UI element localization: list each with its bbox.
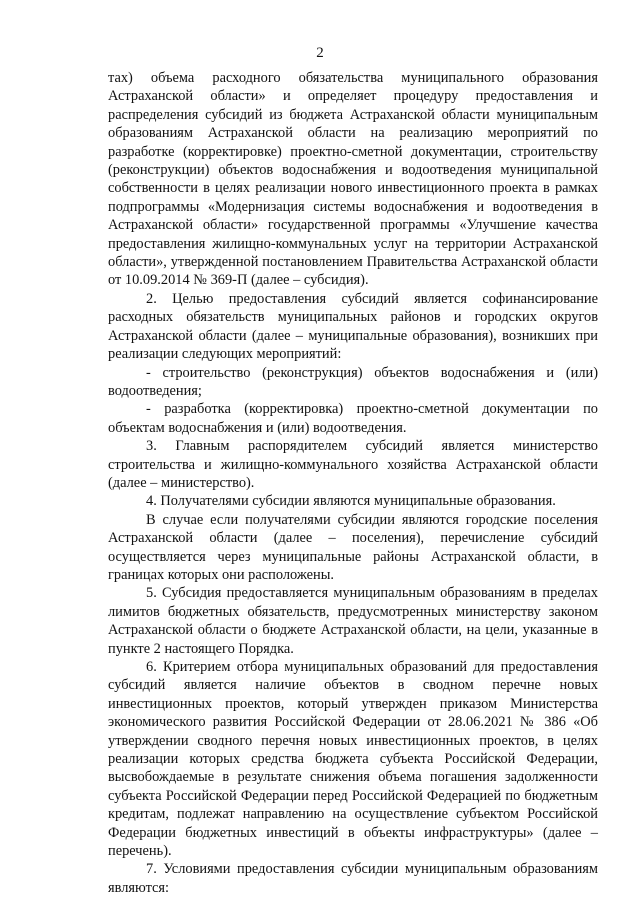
paragraph-7-conditions: 7. Условиями предоставления субсидии муниципальным образованиям являются: (108, 861, 598, 896)
paragraph-intro-continuation: тах) объема расходного обязательства муниципального образования Астраханской области» и определяет процедуру предоставления и распределения субсидий из бюджета Астраханской области муниципальным образованиям Астраханской области на реализацию мероприятий по разработке (корректировке) проектно-сметной документации, строительству (реконструкции) объектов водоснабжения и водоотведения муниципальной собственности в целях реализации нового инвестиционного проекта в рамках подпрограммы «Модернизация системы водоснабжения и водоотведения в Астраханской области» государственной программы «Улучшение качества предоставления жилищно-коммунальных услуг на территории Астраханской области», утвержденной постановлением Правительства Астраханской области от 10.09.2014 № 369-П (далее – субсидия). (108, 70, 598, 289)
page-number: 2 (316, 45, 324, 61)
paragraph-4-recipients: 4. Получателями субсидии являются муниципальные образования. (146, 493, 556, 510)
paragraph-2-item-construction: - строительство (реконструкция) объектов водоснабжения и (или) водоотведения; (108, 364, 598, 399)
paragraph-6-selection-criterion: 6. Критерием отбора муниципальных образований для предоставления субсидий является наличие объектов в сводном перечне новых инвестиционных проектов, который утвержден приказом Министерства экономического развития Российской Федерации от 28.06.2021 № 386 «Об утверждении сводного перечня новых инвестиционных проектов, в целях реализации которых средства бюджета субъекта Российской Федерации, высвобождаемые в результате снижения объема погашения задолженности субъекта Российской Федерации перед Российской Федерацией по бюджетным кредитам, подлежат направлению на осуществление субъектом Российской Федерации бюджетных инвестиций в объекты инфраструктуры» (далее – перечень). (108, 659, 598, 860)
document-body (108, 69, 598, 897)
paragraph-2-purpose: 2. Целью предоставления субсидий является софинансирование расходных обязательств муниципальных районов и городских округов Астраханской области (далее – муниципальные образования), возникших при реализации следующих мероприятий: (108, 290, 598, 363)
paragraph-3-chief-administrator: 3. Главным распорядителем субсидий является министерство строительства и жилищно-коммунального хозяйства Астраханской области (далее – министерство). (108, 438, 598, 491)
paragraph-2-item-design-documentation: - разработка (корректировка) проектно-сметной документации по объектам водоснабжения и (или) водоотведения. (108, 401, 598, 436)
paragraph-5-budget-limits: 5. Субсидия предоставляется муниципальным образованиям в пределах лимитов бюджетных обязательств, предусмотренных министерству законом Астраханской области о бюджете Астраханской области, на цели, указанные в пункте 2 настоящего Порядка. (108, 585, 598, 657)
paragraph-4-settlements: В случае если получателями субсидии являются городские поселения Астраханской области (далее – поселения), перечисление субсидий осуществляется через муниципальные районы Астраханской области, в границах которых они расположены. (108, 511, 598, 583)
